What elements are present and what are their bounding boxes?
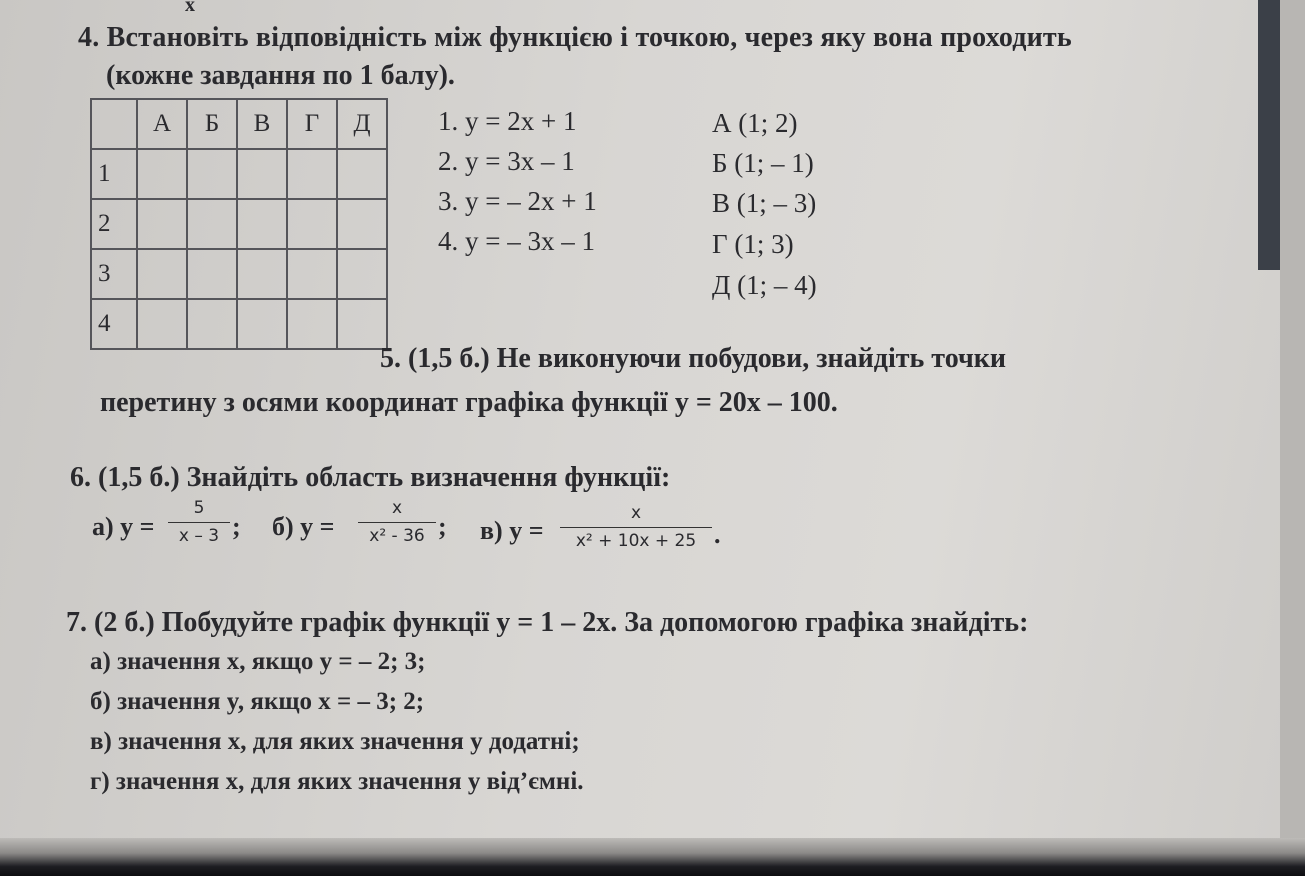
answer-grid-row (91, 249, 387, 299)
answer-grid-col-header: А (137, 99, 187, 149)
point-a: А (1; 2) (712, 108, 798, 138)
task7-item-v: в) значення x, для яких значення y додатні; (90, 728, 580, 755)
task6-b-numerator: x (391, 498, 403, 518)
answer-grid-row-header: 3 (91, 249, 137, 299)
answer-cell[interactable] (287, 299, 337, 349)
task5-line2: перетину з осями координат графіка функції y = 20x – 100. (100, 387, 838, 418)
task7-item-b: б) значення y, якщо x = – 3; 2; (90, 688, 425, 715)
answer-cell[interactable] (287, 149, 337, 199)
answer-grid-row (91, 299, 387, 349)
scrollbar-thumb[interactable] (1258, 0, 1280, 270)
answer-cell[interactable] (187, 249, 237, 299)
task6-c-end: . (714, 520, 721, 549)
task6-c-fraction (560, 503, 712, 551)
answer-grid-row-header: 2 (91, 199, 137, 249)
answer-cell[interactable] (137, 299, 187, 349)
answer-cell[interactable] (337, 249, 387, 299)
point-d: Д (1; – 4) (712, 270, 817, 300)
task6-a-numerator: 5 (193, 498, 205, 518)
task6-c-denominator: x² + 10x + 25 (575, 531, 697, 551)
fraction-bar (168, 522, 230, 523)
screen-edge (1280, 0, 1305, 876)
point-v: В (1; – 3) (712, 188, 817, 218)
function-2: 2. y = 3x – 1 (438, 146, 575, 176)
answer-grid-row (91, 149, 387, 199)
function-1: 1. y = 2x + 1 (438, 106, 577, 136)
answer-cell[interactable] (187, 299, 237, 349)
answer-grid-col-header: В (237, 99, 287, 149)
task7-item-a: а) значення x, якщо y = – 2; 3; (90, 648, 426, 675)
answer-cell[interactable] (337, 199, 387, 249)
function-3: 3. y = – 2x + 1 (438, 186, 597, 216)
task6-a-denominator: x – 3 (178, 526, 220, 546)
monitor-bezel (0, 838, 1305, 876)
answer-cell[interactable] (187, 149, 237, 199)
task6-a-fraction (168, 498, 230, 546)
task6-a-end: ; (232, 512, 241, 541)
task7-title: 7. (2 б.) Побудуйте графік функції y = 1 – 2x. За допомогою графіка знайдіть: (66, 607, 1029, 638)
answer-cell[interactable] (237, 199, 287, 249)
answer-cell[interactable] (287, 249, 337, 299)
fraction-bar (560, 527, 712, 528)
answer-cell[interactable] (337, 149, 387, 199)
answer-grid-col-header: Б (187, 99, 237, 149)
task4-title-line2: (кожне завдання по 1 балу). (106, 60, 455, 91)
answer-grid-col-header: Г (287, 99, 337, 149)
task6-b-denominator: x² - 36 (369, 526, 425, 546)
fraction-bar (358, 522, 436, 523)
answer-cell[interactable] (237, 249, 287, 299)
answer-grid-col-header: Д (337, 99, 387, 149)
answer-grid-row-header: 4 (91, 299, 137, 349)
task6-a-label: а) y = (92, 512, 155, 541)
task6-b-label: б) y = (272, 512, 335, 541)
point-g: Г (1; 3) (712, 229, 794, 259)
answer-cell[interactable] (287, 199, 337, 249)
answer-cell[interactable] (137, 249, 187, 299)
point-b: Б (1; – 1) (712, 148, 814, 178)
answer-cell[interactable] (137, 199, 187, 249)
task6-title: 6. (1,5 б.) Знайдіть область визначення функції: (70, 462, 671, 493)
task6-c-label: в) y = (480, 516, 544, 545)
answer-grid-corner (91, 99, 137, 149)
task6-b-fraction (358, 498, 436, 546)
task7-item-g: г) значення x, для яких значення y від’ємні. (90, 768, 584, 795)
task5-line1: 5. (1,5 б.) Не виконуючи побудови, знайдіть точки (380, 343, 1007, 374)
answer-cell[interactable] (187, 199, 237, 249)
answer-cell[interactable] (337, 299, 387, 349)
answer-cell[interactable] (237, 149, 287, 199)
task6-c-numerator: x (630, 503, 642, 523)
answer-cell[interactable] (137, 149, 187, 199)
answer-cell[interactable] (237, 299, 287, 349)
answer-grid-header-row (91, 99, 387, 149)
function-4: 4. y = – 3x – 1 (438, 226, 595, 256)
answer-grid-row (91, 199, 387, 249)
task6-b-end: ; (438, 512, 447, 541)
task4-title-line1: 4. Встановіть відповідність між функцією і точкою, через яку вона проходить (78, 22, 1072, 53)
top-mark: x (185, 0, 195, 16)
answer-grid-row-header: 1 (91, 149, 137, 199)
answer-grid (90, 98, 388, 350)
